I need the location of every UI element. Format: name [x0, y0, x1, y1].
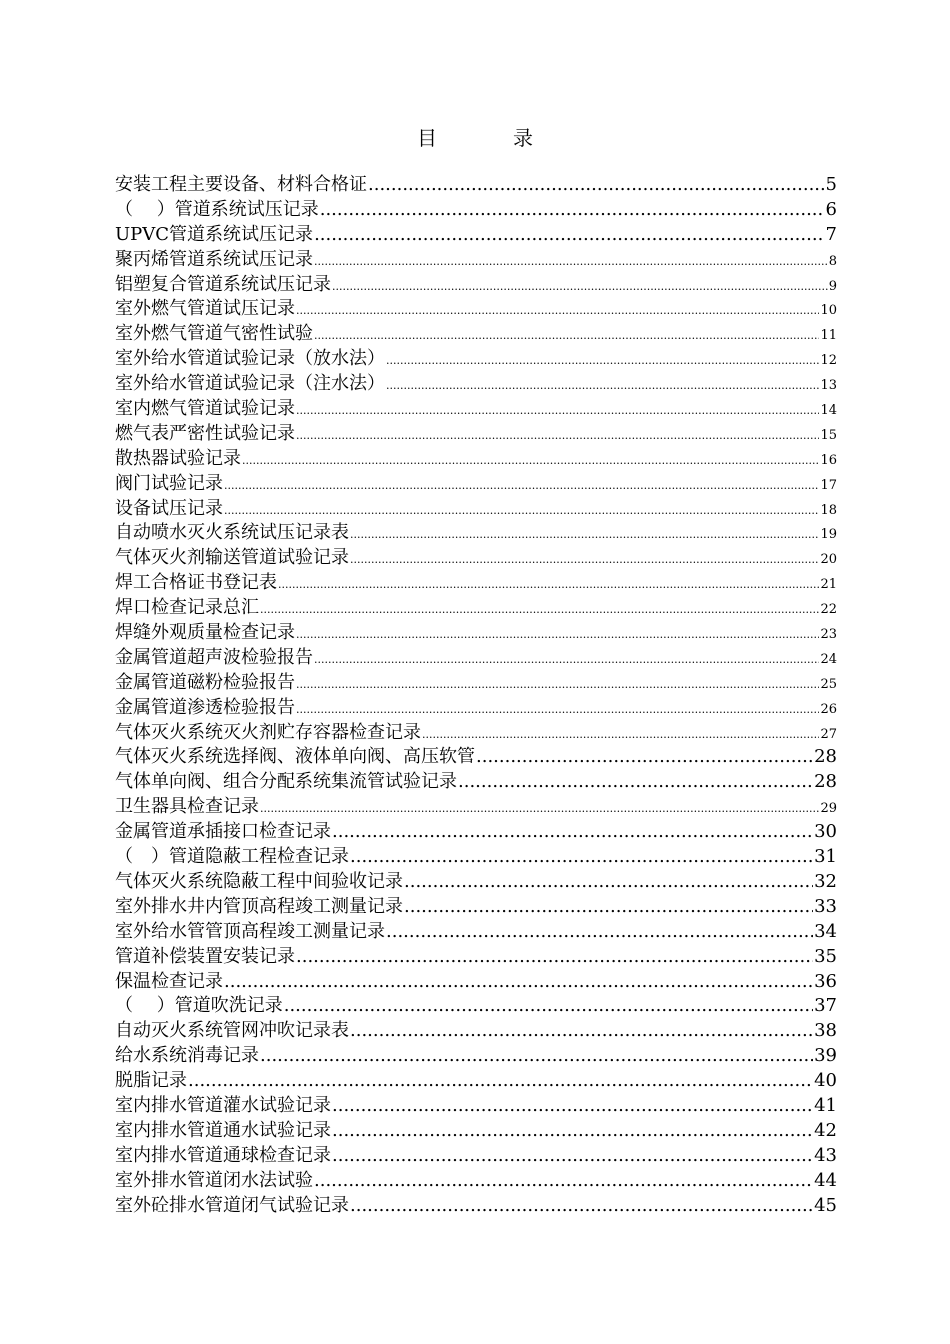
toc-page-number: 21	[820, 577, 837, 593]
toc-entry[interactable]	[115, 745, 837, 770]
toc-entry-label: 焊缝外观质量检查记录	[115, 622, 295, 644]
toc-entry[interactable]	[115, 397, 837, 422]
toc-page-number: 45	[814, 1194, 837, 1216]
toc-page-number: 40	[814, 1070, 837, 1092]
toc-entry-label: 脱脂记录	[115, 1070, 187, 1092]
toc-entry-label: 室外燃气管道试压记录	[115, 298, 295, 320]
toc-page-number: 10	[820, 303, 837, 319]
toc-entry-label: 室内排水管道通球检查记录	[115, 1144, 331, 1166]
toc-dot-leader	[332, 1094, 813, 1119]
toc-page-number: 20	[820, 552, 837, 568]
toc-entry[interactable]	[115, 322, 837, 347]
toc-page-number: 44	[814, 1169, 837, 1191]
toc-entry-label: 焊口检查记录总汇	[115, 597, 259, 619]
toc-entry-label: 自动喷水灭火系统试压记录表	[115, 522, 349, 544]
toc-page-number: 7	[825, 223, 837, 245]
toc-entry-label: 气体灭火系统灭火剂贮存容器检查记录	[115, 721, 421, 743]
toc-page-number: 39	[814, 1045, 837, 1067]
toc-dot-leader	[314, 250, 828, 275]
toc-entry[interactable]	[115, 1169, 837, 1194]
toc-dot-leader	[386, 349, 819, 374]
toc-dot-leader	[350, 523, 819, 548]
toc-entry-label: 气体灭火剂输送管道试验记录	[115, 547, 349, 569]
toc-page-number: 19	[820, 527, 837, 543]
toc-entry-label: 安装工程主要设备、材料合格证	[115, 174, 367, 195]
toc-dot-leader	[386, 920, 813, 945]
toc-entry-label: 室外砼排水管道闭气试验记录	[115, 1194, 349, 1216]
toc-entry[interactable]	[115, 920, 837, 945]
toc-page-number: 9	[828, 278, 837, 294]
toc-entry-label: 自动灭火系统管网冲吹记录表	[115, 1020, 349, 1042]
toc-entry-label: 焊工合格证书登记表	[115, 572, 277, 594]
toc-dot-leader	[260, 598, 819, 623]
toc-dot-leader	[386, 374, 819, 399]
toc-dot-leader	[224, 499, 819, 524]
toc-dot-leader	[332, 820, 813, 845]
toc-entry[interactable]	[115, 795, 837, 820]
toc-dot-leader	[350, 1019, 813, 1044]
toc-page-number: 11	[820, 328, 837, 344]
toc-entry-label: 散热器试验记录	[115, 447, 241, 469]
toc-dot-leader	[224, 970, 813, 995]
toc-dot-leader	[404, 870, 813, 895]
toc-dot-leader	[314, 1169, 813, 1194]
page-title: 目 录	[417, 126, 561, 150]
toc-entry[interactable]	[115, 870, 837, 895]
toc-dot-leader	[278, 573, 819, 598]
toc-entry-label: 室内燃气管道试验记录	[115, 398, 295, 420]
toc-dot-leader	[350, 845, 813, 870]
toc-entry-label: （ ）管道吹洗记录	[115, 995, 283, 1017]
toc-page-number: 13	[820, 378, 837, 394]
toc-dot-leader	[260, 1044, 813, 1069]
toc-page-number: 32	[814, 870, 837, 892]
toc-page-number: 24	[820, 651, 837, 667]
toc-dot-leader	[242, 449, 819, 474]
toc-entry[interactable]	[115, 297, 837, 322]
toc-dot-leader	[188, 1069, 813, 1094]
toc-entry-label: 气体灭火系统隐蔽工程中间验收记录	[115, 870, 403, 892]
toc-entry[interactable]	[115, 422, 837, 447]
toc-dot-leader	[296, 945, 813, 970]
toc-entry-label: 气体灭火系统选择阀、液体单向阀、高压软管	[115, 746, 475, 768]
toc-dot-leader	[350, 1194, 813, 1219]
toc-page-number: 37	[814, 995, 837, 1017]
toc-entry[interactable]	[115, 198, 837, 223]
toc-entry-label: 金属管道承插接口检查记录	[115, 821, 331, 843]
toc-entry[interactable]	[115, 1094, 837, 1119]
toc-entry[interactable]	[115, 248, 837, 273]
toc-entry[interactable]	[115, 173, 837, 198]
toc-page-number: 35	[814, 945, 837, 967]
toc-dot-leader	[332, 1144, 813, 1169]
toc-entry[interactable]	[115, 223, 837, 248]
toc-page-number: 12	[820, 353, 837, 369]
toc-dot-leader	[314, 223, 824, 248]
toc-dot-leader	[224, 474, 819, 499]
toc-page-number: 33	[814, 895, 837, 917]
toc-entry[interactable]	[115, 845, 837, 870]
toc-page-number: 8	[828, 253, 837, 269]
toc-entry[interactable]	[115, 571, 837, 596]
toc-dot-leader	[422, 723, 819, 748]
toc-entry-label: UPVC管道系统试压记录	[115, 223, 314, 245]
toc-dot-leader	[404, 895, 813, 920]
toc-entry-label: 保温检查记录	[115, 970, 223, 992]
toc-page-number: 27	[820, 726, 837, 742]
toc-entry-label: 给水系统消毒记录	[115, 1045, 259, 1067]
toc-page-number: 43	[814, 1144, 837, 1166]
toc-entry-label: 管道补偿装置安装记录	[115, 945, 295, 967]
toc-entry-label: 设备试压记录	[115, 497, 223, 519]
toc-entry-label: 聚丙烯管道系统试压记录	[115, 248, 313, 270]
toc-entry[interactable]	[115, 696, 837, 721]
toc-entry-label: 室外给水管道试验记录（放水法）	[115, 348, 385, 370]
toc-entry[interactable]	[115, 497, 837, 522]
toc-page-number: 26	[820, 701, 837, 717]
toc-page-number: 22	[820, 602, 837, 618]
toc-entry-label: 卫生器具检查记录	[115, 796, 259, 818]
toc-entry[interactable]	[115, 447, 837, 472]
toc-entry[interactable]	[115, 521, 837, 546]
toc-dot-leader	[296, 698, 819, 723]
toc-page-number: 23	[820, 627, 837, 643]
toc-entry-label: 金属管道渗透检验报告	[115, 696, 295, 718]
toc-page-number: 15	[820, 427, 837, 443]
toc-entry[interactable]	[115, 1144, 837, 1169]
toc-entry[interactable]	[115, 895, 837, 920]
toc-entry[interactable]	[115, 347, 837, 372]
toc-page-number: 5	[825, 174, 837, 195]
toc-page-number: 18	[820, 502, 837, 518]
toc-entry-label: 金属管道磁粉检验报告	[115, 671, 295, 693]
toc-entry-label: （ ）管道隐蔽工程检查记录	[115, 846, 349, 868]
toc-dot-leader	[296, 424, 819, 449]
toc-entry-label: 室内排水管道灌水试验记录	[115, 1094, 331, 1116]
toc-entry[interactable]	[115, 1194, 837, 1219]
toc-entry[interactable]	[115, 770, 837, 795]
toc-entry[interactable]	[115, 546, 837, 571]
toc-entry-label: 室外给水管管顶高程竣工测量记录	[115, 920, 385, 942]
toc-dot-leader	[476, 745, 813, 770]
toc-entry[interactable]	[115, 1069, 837, 1094]
toc-dot-leader	[314, 648, 819, 673]
toc-dot-leader	[332, 1119, 813, 1144]
toc-dot-leader	[284, 994, 813, 1019]
toc-entry[interactable]	[115, 646, 837, 671]
toc-page-number: 14	[820, 403, 837, 419]
toc-entry-label: （ ）管道系统试压记录	[115, 198, 319, 220]
toc-entry-label: 室内排水管道通水试验记录	[115, 1119, 331, 1141]
toc-dot-leader	[320, 198, 825, 223]
toc-entry[interactable]	[115, 372, 837, 397]
toc-entry[interactable]	[115, 1119, 837, 1144]
toc-page-number: 17	[820, 477, 837, 493]
toc-page-number: 16	[820, 452, 837, 468]
toc-page-number: 34	[814, 920, 837, 942]
toc-entry-label: 金属管道超声波检验报告	[115, 646, 313, 668]
toc-entry[interactable]	[115, 1019, 837, 1044]
toc-dot-leader	[296, 399, 819, 424]
toc-entry[interactable]	[115, 472, 837, 497]
toc-entry[interactable]	[115, 945, 837, 970]
toc-page-number: 28	[814, 746, 837, 768]
toc-page-number: 31	[814, 846, 837, 868]
toc-dot-leader	[296, 623, 819, 648]
toc-entry-label: 室外排水管道闭水法试验	[115, 1169, 313, 1191]
toc-page-number: 25	[820, 676, 837, 692]
toc-entry-label: 室外燃气管道气密性试验	[115, 323, 313, 345]
toc-dot-leader	[296, 299, 819, 324]
toc-entry[interactable]	[115, 721, 837, 746]
toc-entry[interactable]	[115, 596, 837, 621]
toc-entry-label: 室外给水管道试验记录（注水法）	[115, 373, 385, 395]
toc-dot-leader	[260, 797, 819, 822]
toc-page-number: 6	[825, 198, 837, 220]
toc-entry-label: 铝塑复合管道系统试压记录	[115, 273, 331, 295]
toc-dot-leader	[350, 548, 819, 573]
toc-dot-leader	[458, 770, 813, 795]
toc-entry-label: 燃气表严密性试验记录	[115, 422, 295, 444]
toc-entry[interactable]	[115, 621, 837, 646]
toc-page-number: 28	[814, 771, 837, 793]
toc-page-number: 42	[814, 1119, 837, 1141]
toc-page-number: 41	[814, 1094, 837, 1116]
toc-page-number: 30	[814, 821, 837, 843]
toc-dot-leader	[332, 275, 828, 300]
table-of-contents	[115, 173, 837, 1218]
toc-entry[interactable]	[115, 671, 837, 696]
toc-dot-leader	[296, 673, 819, 698]
toc-dot-leader	[314, 324, 819, 349]
toc-entry-label: 阀门试验记录	[115, 472, 223, 494]
toc-page-number: 36	[814, 970, 837, 992]
toc-entry-label: 室外排水井内管顶高程竣工测量记录	[115, 895, 403, 917]
toc-dot-leader	[368, 173, 825, 198]
toc-entry[interactable]	[115, 1044, 837, 1069]
toc-entry[interactable]	[115, 970, 837, 995]
toc-entry[interactable]	[115, 994, 837, 1019]
toc-entry[interactable]	[115, 273, 837, 298]
toc-page-number: 38	[814, 1020, 837, 1042]
toc-entry-label: 气体单向阀、组合分配系统集流管试验记录	[115, 771, 457, 793]
toc-page-number: 29	[820, 801, 837, 817]
toc-entry[interactable]	[115, 820, 837, 845]
